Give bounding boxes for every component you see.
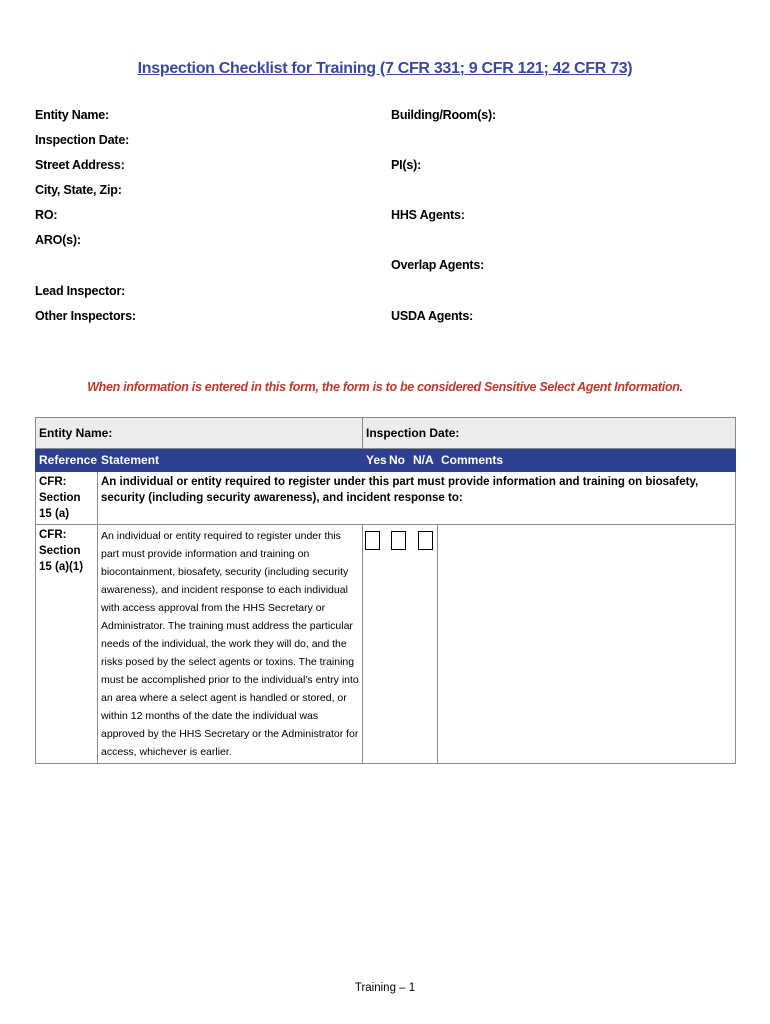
table-row xyxy=(36,525,736,764)
no-cell xyxy=(386,525,410,764)
na-cell xyxy=(410,525,438,764)
comments-cell[interactable] xyxy=(438,525,736,764)
field-building-rooms: Building/Room(s): xyxy=(391,108,496,122)
no-checkbox[interactable] xyxy=(391,531,406,550)
table-info-row xyxy=(36,418,736,449)
item-reference: CFR: Section 15 (a)(1) xyxy=(36,525,98,764)
field-hhs-agents: HHS Agents: xyxy=(391,208,465,222)
field-entity-name: Entity Name: xyxy=(35,108,110,122)
table-row xyxy=(36,472,736,525)
field-overlap-agents: Overlap Agents: xyxy=(391,258,485,272)
field-other-inspectors: Other Inspectors: xyxy=(35,309,136,323)
section-reference: CFR: Section 15 (a) xyxy=(36,472,98,525)
na-checkbox[interactable] xyxy=(418,531,433,550)
header-comments: Comments xyxy=(438,449,736,472)
header-yes: Yes xyxy=(363,449,386,472)
sensitive-warning: When information is entered in this form, the form is to be considered Sensitive Select Agent Information. xyxy=(87,380,683,394)
field-aros: ARO(s): xyxy=(35,233,81,247)
field-inspection-date: Inspection Date: xyxy=(35,133,130,147)
field-street-address: Street Address: xyxy=(35,158,125,172)
header-na: N/A xyxy=(410,449,438,472)
yes-checkbox[interactable] xyxy=(365,531,380,550)
section-statement: An individual or entity required to register under this part must provide information and training on biosafety, security (including security awareness), and incident response to: xyxy=(98,472,736,525)
field-city-state-zip: City, State, Zip: xyxy=(35,183,122,197)
page-footer: Training – 1 xyxy=(354,982,416,994)
field-usda-agents: USDA Agents: xyxy=(391,309,474,323)
field-ro: RO: xyxy=(35,208,58,222)
table-header-row xyxy=(36,449,736,472)
header-reference: Reference xyxy=(36,449,98,472)
table-entity-name-label: Entity Name: xyxy=(36,418,363,449)
checklist-table xyxy=(35,417,736,764)
field-pis: PI(s): xyxy=(391,158,422,172)
field-lead-inspector: Lead Inspector: xyxy=(35,284,126,298)
item-statement: An individual or entity required to register under this part must provide information and training on biocontainment, biosafety, security (including security awareness), and incident response to each individual with access approval from the HHS Secretary or Administrator. The training must address the particular needs of the individual, the work they will do, and the risks posed by the select agents or toxins. The training must be accomplished prior to the individual’s entry into an area where a select agent is handled or stored, or within 12 months of the date the individual was approved by the HHS Secretary or the Administrator for access, whichever is earlier. xyxy=(98,525,363,764)
yes-cell xyxy=(363,525,386,764)
table-inspection-date-label: Inspection Date: xyxy=(363,418,736,449)
header-no: No xyxy=(386,449,410,472)
header-statement: Statement xyxy=(98,449,363,472)
document-title: Inspection Checklist for Training (7 CFR 331; 9 CFR 121; 42 CFR 73) xyxy=(137,60,633,77)
